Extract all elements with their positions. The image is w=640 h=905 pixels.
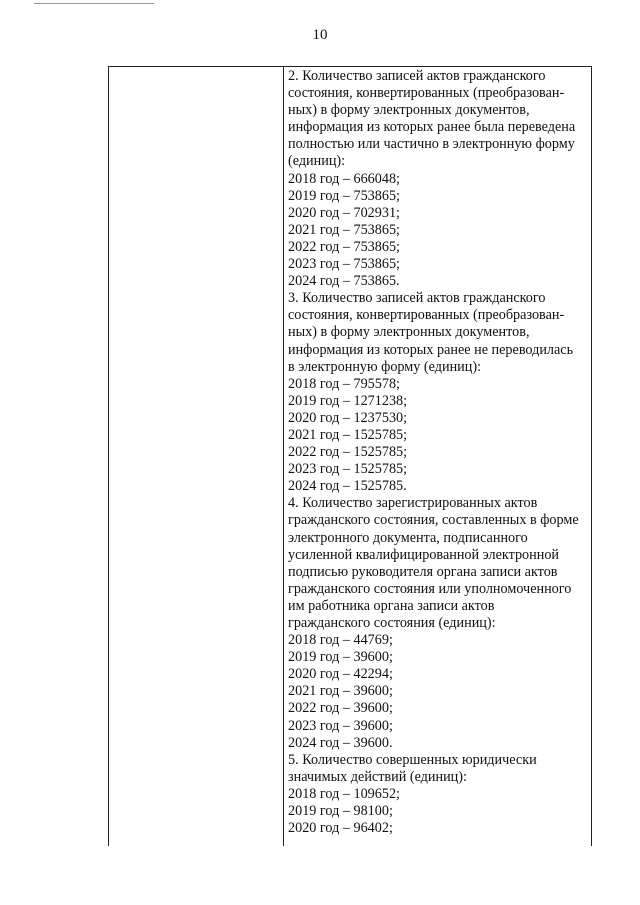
section-3-year-value: 2021 год – 1525785; [288,426,408,443]
section-5-year-value: 2019 год – 98100; [288,803,393,820]
section-4-year-value: 2021 год – 39600; [288,683,393,700]
section-4 [288,495,587,751]
section-2 [288,68,587,290]
section-2-heading-line: полностью или частично в электронную форму [288,136,575,153]
section-5-heading-line: значимых действий (единиц): [288,768,467,785]
section-4-heading-line: усиленной квалифицированной электронной [288,546,560,563]
section-2-year-value: 2019 год – 753865; [288,187,400,204]
section-2-year-value: 2020 год – 702931; [288,204,400,221]
section-3-heading-line: состояния, конвертированных (преобразован- [288,307,565,324]
section-4-heading-line: 4. Количество зарегистрированных актов [288,495,538,512]
section-4-year-value: 2022 год – 39600; [288,700,393,717]
section-4-heading-line: им работника органа записи актов [288,597,495,614]
section-2-year-value: 2021 год – 753865; [288,221,400,238]
section-4-year-value: 2024 год – 39600. [288,734,393,751]
table-right-cell [284,67,591,846]
section-4-year-value: 2020 год – 42294; [288,666,393,683]
section-3-heading-line: 3. Количество записей актов гражданского [288,290,546,307]
section-3-year-value: 2018 год – 795578; [288,375,400,392]
section-2-year-value: 2023 год – 753865; [288,256,400,273]
section-3-year-value: 2022 год – 1525785; [288,444,408,461]
section-3 [288,290,587,495]
section-5-year-value: 2020 год – 96402; [288,820,393,837]
section-5-year-value: 2018 год – 109652; [288,785,400,802]
section-4-heading-line: электронного документа, подписанного [288,529,528,546]
section-2-heading-line: состояния, конвертированных (преобразован- [288,85,565,102]
section-4-year-value: 2023 год – 39600; [288,717,393,734]
section-3-year-value: 2020 год – 1237530; [288,409,408,426]
document-table [108,66,592,846]
section-4-heading-line: гражданского состояния или уполномоченного [288,580,572,597]
section-2-year-value: 2024 год – 753865. [288,273,400,290]
section-3-year-value: 2023 год – 1525785; [288,461,408,478]
section-5 [288,752,587,837]
section-4-year-value: 2018 год – 44769; [288,632,393,649]
section-2-year-value: 2022 год – 753865; [288,238,400,255]
section-5-heading-line: 5. Количество совершенных юридически [288,751,537,768]
section-2-year-value: 2018 год – 666048; [288,170,400,187]
section-4-year-value: 2019 год – 39600; [288,649,393,666]
section-4-heading-line: гражданского состояния, составленных в форме [288,512,579,529]
section-2-heading-line: ных) в форму электронных документов, [288,102,530,119]
section-2-heading-line: информация из которых ранее была переведена [288,119,576,136]
section-3-heading-line: ных) в форму электронных документов, [288,324,530,341]
section-3-year-value: 2019 год – 1271238; [288,392,408,409]
section-4-heading-line: подписью руководителя органа записи актов [288,563,558,580]
section-3-year-value: 2024 год – 1525785. [288,478,407,495]
top-divider [34,3,154,4]
table-left-cell [109,67,284,846]
section-3-heading-line: в электронную форму (единиц): [288,358,482,375]
section-3-heading-line: информация из которых ранее не переводилась [288,341,574,358]
page-number: 10 [312,27,328,43]
section-2-heading-line: (единиц): [288,153,346,170]
section-2-heading-line: 2. Количество записей актов гражданского [288,68,546,84]
section-4-heading-line: гражданского состояния (единиц): [288,615,496,631]
